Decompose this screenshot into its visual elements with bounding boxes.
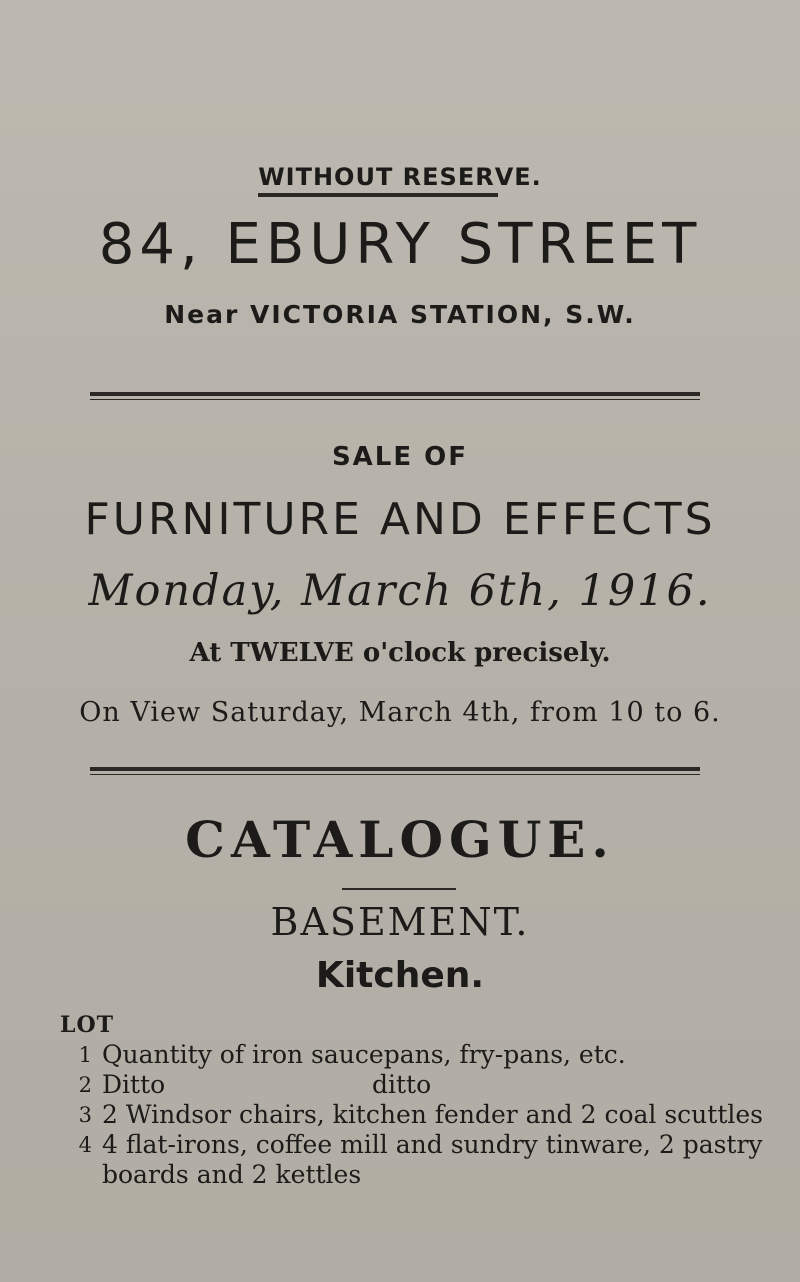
sale-of-label: SALE OF (331, 442, 469, 472)
catalogue-title: CATALOGUE. (185, 810, 615, 869)
lot-description (102, 1070, 792, 1100)
lot-description-text: Ditto (102, 1070, 166, 1099)
lot-number: 2 (78, 1073, 92, 1097)
lot-number: 3 (78, 1103, 92, 1127)
lot-description: Quantity of iron saucepans, fry-pans, etc. (102, 1040, 626, 1069)
lot-description: 4 flat-irons, coffee mill and sundry tinware, 2 pastry boards and 2 kettles (102, 1130, 763, 1189)
lot-number: 4 (78, 1133, 92, 1157)
sale-time: At TWELVE o'clock precisely. (189, 638, 611, 668)
location-line: Near VICTORIA STATION, S.W. (164, 300, 636, 329)
lot-ditto-text: ditto (372, 1070, 432, 1099)
lot-column-header: LOT (60, 1012, 115, 1038)
sale-title: FURNITURE AND EFFECTS (84, 494, 716, 545)
lot-number: 1 (78, 1043, 92, 1067)
room-heading: Kitchen. (315, 955, 485, 996)
heading-underline (258, 193, 498, 197)
lot-description: 2 Windsor chairs, kitchen fender and 2 coal scuttles (102, 1100, 763, 1129)
section-heading: BASEMENT. (270, 900, 530, 944)
divider (90, 767, 700, 775)
without-reserve-heading: WITHOUT RESERVE. (258, 163, 542, 191)
view-dates: On View Saturday, March 4th, from 10 to 6. (79, 697, 721, 728)
address-heading: 84, EBURY STREET (98, 212, 702, 277)
sale-date: Monday, March 6th, 1916. (88, 566, 712, 616)
catalogue-underline (342, 888, 456, 890)
divider (90, 392, 700, 400)
